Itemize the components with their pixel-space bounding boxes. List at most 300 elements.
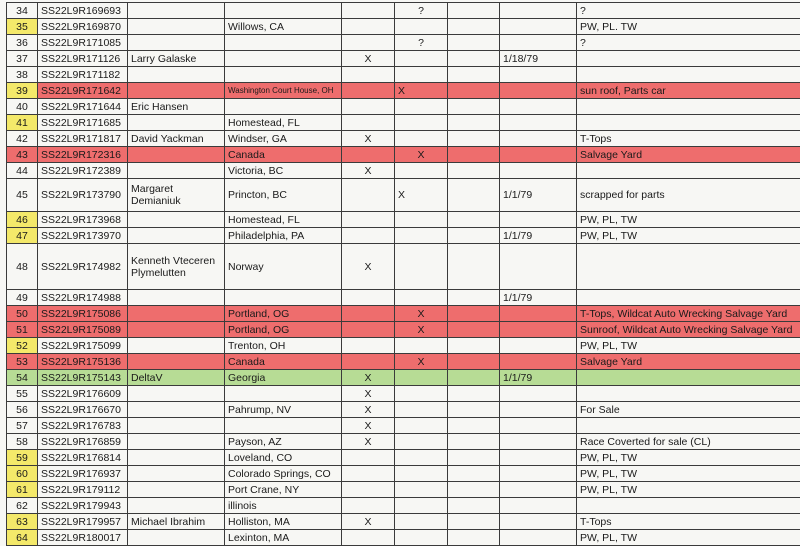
notes-cell xyxy=(577,498,800,514)
owner-cell: David Yackman xyxy=(128,131,225,147)
blank-cell xyxy=(448,179,500,212)
mark-cell xyxy=(342,338,395,354)
date-cell xyxy=(500,498,577,514)
date-cell xyxy=(500,99,577,115)
location-cell: Colorado Springs, CO xyxy=(225,466,342,482)
notes-cell xyxy=(577,290,800,306)
vin-cell: SS22L9R174982 xyxy=(38,244,128,290)
row-number-cell: 54 xyxy=(7,370,38,386)
location-cell: Lexinton, MA xyxy=(225,530,342,546)
location-cell xyxy=(225,290,342,306)
status-mark-cell xyxy=(395,212,448,228)
location-cell: Loveland, CO xyxy=(225,450,342,466)
owner-cell xyxy=(128,386,225,402)
row-number-cell: 62 xyxy=(7,498,38,514)
vin-cell: SS22L9R175136 xyxy=(38,354,128,370)
date-cell xyxy=(500,83,577,99)
date-cell xyxy=(500,147,577,163)
mark-cell: X xyxy=(342,163,395,179)
table-row xyxy=(7,434,800,450)
owner-cell xyxy=(128,163,225,179)
owner-cell: Michael Ibrahim xyxy=(128,514,225,530)
blank-cell xyxy=(448,131,500,147)
blank-cell xyxy=(448,354,500,370)
blank-cell xyxy=(448,306,500,322)
row-number-cell: 41 xyxy=(7,115,38,131)
location-cell: Homestead, FL xyxy=(225,212,342,228)
notes-cell: T-Tops, Wildcat Auto Wrecking Salvage Yard xyxy=(577,306,800,322)
owner-cell: DeltaV xyxy=(128,370,225,386)
vin-cell: SS22L9R169870 xyxy=(38,19,128,35)
vin-cell: SS22L9R175099 xyxy=(38,338,128,354)
location-cell xyxy=(225,3,342,19)
owner-cell xyxy=(128,338,225,354)
blank-cell xyxy=(448,83,500,99)
row-number-cell: 53 xyxy=(7,354,38,370)
status-mark-cell: X xyxy=(395,354,448,370)
mark-cell: X xyxy=(342,386,395,402)
blank-cell xyxy=(448,67,500,83)
owner-cell xyxy=(128,306,225,322)
mark-cell: X xyxy=(342,402,395,418)
table-row xyxy=(7,418,800,434)
status-mark-cell xyxy=(395,418,448,434)
blank-cell xyxy=(448,35,500,51)
blank-cell xyxy=(448,19,500,35)
owner-cell xyxy=(128,450,225,466)
vin-cell: SS22L9R175089 xyxy=(38,322,128,338)
table-row xyxy=(7,131,800,147)
mark-cell xyxy=(342,147,395,163)
date-cell: 1/18/79 xyxy=(500,51,577,67)
row-number-cell: 48 xyxy=(7,244,38,290)
date-cell xyxy=(500,434,577,450)
blank-cell xyxy=(448,434,500,450)
status-mark-cell xyxy=(395,115,448,131)
status-mark-cell: X xyxy=(395,147,448,163)
row-number-cell: 35 xyxy=(7,19,38,35)
date-cell xyxy=(500,338,577,354)
notes-cell: Salvage Yard xyxy=(577,147,800,163)
vin-cell: SS22L9R171642 xyxy=(38,83,128,99)
owner-cell xyxy=(128,35,225,51)
location-cell xyxy=(225,99,342,115)
location-cell xyxy=(225,386,342,402)
blank-cell xyxy=(448,3,500,19)
table-row xyxy=(7,306,800,322)
vin-cell: SS22L9R169693 xyxy=(38,3,128,19)
date-cell xyxy=(500,402,577,418)
status-mark-cell xyxy=(395,228,448,244)
table-row xyxy=(7,67,800,83)
notes-cell: PW, PL, TW xyxy=(577,212,800,228)
notes-cell xyxy=(577,115,800,131)
date-cell xyxy=(500,244,577,290)
mark-cell xyxy=(342,83,395,99)
row-number-cell: 52 xyxy=(7,338,38,354)
blank-cell xyxy=(448,147,500,163)
row-number-cell: 43 xyxy=(7,147,38,163)
owner-cell: Margaret Demianiuk xyxy=(128,179,225,212)
notes-cell xyxy=(577,163,800,179)
blank-cell xyxy=(448,530,500,546)
vin-cell: SS22L9R176609 xyxy=(38,386,128,402)
vin-registry-table xyxy=(6,2,800,546)
vin-cell: SS22L9R173968 xyxy=(38,212,128,228)
vin-cell: SS22L9R179957 xyxy=(38,514,128,530)
location-cell xyxy=(225,51,342,67)
mark-cell xyxy=(342,99,395,115)
row-number-cell: 44 xyxy=(7,163,38,179)
owner-cell xyxy=(128,67,225,83)
owner-cell xyxy=(128,322,225,338)
row-number-cell: 61 xyxy=(7,482,38,498)
table-row xyxy=(7,290,800,306)
location-cell: Willows, CA xyxy=(225,19,342,35)
vin-cell: SS22L9R176670 xyxy=(38,402,128,418)
owner-cell xyxy=(128,290,225,306)
vin-cell: SS22L9R172389 xyxy=(38,163,128,179)
mark-cell: X xyxy=(342,370,395,386)
row-number-cell: 58 xyxy=(7,434,38,450)
row-number-cell: 57 xyxy=(7,418,38,434)
notes-cell: scrapped for parts xyxy=(577,179,800,212)
vin-cell: SS22L9R179943 xyxy=(38,498,128,514)
blank-cell xyxy=(448,99,500,115)
date-cell xyxy=(500,3,577,19)
status-mark-cell xyxy=(395,530,448,546)
location-cell: Philadelphia, PA xyxy=(225,228,342,244)
owner-cell xyxy=(128,19,225,35)
table-row xyxy=(7,402,800,418)
blank-cell xyxy=(448,386,500,402)
table-row xyxy=(7,3,800,19)
blank-cell xyxy=(448,212,500,228)
blank-cell xyxy=(448,51,500,67)
blank-cell xyxy=(448,498,500,514)
date-cell xyxy=(500,322,577,338)
table-row xyxy=(7,322,800,338)
row-number-cell: 38 xyxy=(7,67,38,83)
vin-cell: SS22L9R171182 xyxy=(38,67,128,83)
mark-cell xyxy=(342,322,395,338)
status-mark-cell xyxy=(395,163,448,179)
date-cell xyxy=(500,418,577,434)
location-cell: illinois xyxy=(225,498,342,514)
row-number-cell: 45 xyxy=(7,179,38,212)
mark-cell xyxy=(342,306,395,322)
status-mark-cell xyxy=(395,466,448,482)
table-row xyxy=(7,370,800,386)
status-mark-cell xyxy=(395,370,448,386)
table-row xyxy=(7,163,800,179)
location-cell: Canada xyxy=(225,354,342,370)
location-cell: Princton, BC xyxy=(225,179,342,212)
date-cell xyxy=(500,450,577,466)
location-cell: Victoria, BC xyxy=(225,163,342,179)
status-mark-cell: X xyxy=(395,83,448,99)
mark-cell xyxy=(342,354,395,370)
blank-cell xyxy=(448,338,500,354)
notes-cell: PW, PL, TW xyxy=(577,482,800,498)
vin-cell: SS22L9R171685 xyxy=(38,115,128,131)
date-cell xyxy=(500,386,577,402)
location-cell: Trenton, OH xyxy=(225,338,342,354)
vin-cell: SS22L9R175086 xyxy=(38,306,128,322)
date-cell xyxy=(500,354,577,370)
location-cell xyxy=(225,418,342,434)
table-row xyxy=(7,51,800,67)
date-cell xyxy=(500,212,577,228)
mark-cell xyxy=(342,115,395,131)
status-mark-cell xyxy=(395,386,448,402)
date-cell xyxy=(500,466,577,482)
notes-cell: T-Tops xyxy=(577,514,800,530)
row-number-cell: 37 xyxy=(7,51,38,67)
row-number-cell: 55 xyxy=(7,386,38,402)
table-row xyxy=(7,228,800,244)
notes-cell: ? xyxy=(577,35,800,51)
blank-cell xyxy=(448,466,500,482)
blank-cell xyxy=(448,228,500,244)
notes-cell xyxy=(577,67,800,83)
table-row xyxy=(7,498,800,514)
mark-cell xyxy=(342,35,395,51)
status-mark-cell xyxy=(395,498,448,514)
vin-cell: SS22L9R176937 xyxy=(38,466,128,482)
row-number-cell: 59 xyxy=(7,450,38,466)
vin-cell: SS22L9R176859 xyxy=(38,434,128,450)
row-number-cell: 64 xyxy=(7,530,38,546)
date-cell: 1/1/79 xyxy=(500,290,577,306)
vin-cell: SS22L9R171817 xyxy=(38,131,128,147)
mark-cell: X xyxy=(342,434,395,450)
notes-cell: PW, PL, TW xyxy=(577,450,800,466)
notes-cell: Race Coverted for sale (CL) xyxy=(577,434,800,450)
vin-cell: SS22L9R174988 xyxy=(38,290,128,306)
blank-cell xyxy=(448,482,500,498)
vin-cell: SS22L9R176814 xyxy=(38,450,128,466)
table-row xyxy=(7,244,800,290)
owner-cell xyxy=(128,115,225,131)
notes-cell: Sunroof, Wildcat Auto Wrecking Salvage Yard xyxy=(577,322,800,338)
notes-cell: sun roof, Parts car xyxy=(577,83,800,99)
location-cell: Windser, GA xyxy=(225,131,342,147)
notes-cell: PW, PL, TW xyxy=(577,466,800,482)
table-row xyxy=(7,514,800,530)
blank-cell xyxy=(448,402,500,418)
row-number-cell: 51 xyxy=(7,322,38,338)
location-cell: Washington Court House, OH xyxy=(225,83,342,99)
date-cell xyxy=(500,67,577,83)
mark-cell xyxy=(342,67,395,83)
mark-cell xyxy=(342,228,395,244)
status-mark-cell: X xyxy=(395,306,448,322)
status-mark-cell: X xyxy=(395,322,448,338)
notes-cell: For Sale xyxy=(577,402,800,418)
status-mark-cell xyxy=(395,99,448,115)
location-cell: Portland, OG xyxy=(225,306,342,322)
table-row xyxy=(7,35,800,51)
date-cell xyxy=(500,530,577,546)
vin-cell: SS22L9R173790 xyxy=(38,179,128,212)
date-cell: 1/1/79 xyxy=(500,179,577,212)
row-number-cell: 56 xyxy=(7,402,38,418)
owner-cell xyxy=(128,3,225,19)
row-number-cell: 40 xyxy=(7,99,38,115)
blank-cell xyxy=(448,418,500,434)
mark-cell xyxy=(342,179,395,212)
notes-cell xyxy=(577,51,800,67)
notes-cell: PW, PL, TW xyxy=(577,338,800,354)
blank-cell xyxy=(448,163,500,179)
notes-cell: T-Tops xyxy=(577,131,800,147)
date-cell xyxy=(500,131,577,147)
owner-cell xyxy=(128,147,225,163)
row-number-cell: 34 xyxy=(7,3,38,19)
notes-cell: PW, PL, TW xyxy=(577,530,800,546)
vin-cell: SS22L9R180017 xyxy=(38,530,128,546)
table-row xyxy=(7,179,800,212)
location-cell: Holliston, MA xyxy=(225,514,342,530)
date-cell xyxy=(500,306,577,322)
status-mark-cell xyxy=(395,482,448,498)
status-mark-cell xyxy=(395,338,448,354)
blank-cell xyxy=(448,115,500,131)
row-number-cell: 42 xyxy=(7,131,38,147)
owner-cell: Eric Hansen xyxy=(128,99,225,115)
status-mark-cell xyxy=(395,131,448,147)
vin-cell: SS22L9R176783 xyxy=(38,418,128,434)
owner-cell xyxy=(128,402,225,418)
table-row xyxy=(7,338,800,354)
table-row xyxy=(7,466,800,482)
owner-cell xyxy=(128,498,225,514)
owner-cell xyxy=(128,434,225,450)
status-mark-cell xyxy=(395,434,448,450)
vin-cell: SS22L9R171085 xyxy=(38,35,128,51)
vin-cell: SS22L9R173970 xyxy=(38,228,128,244)
blank-cell xyxy=(448,290,500,306)
notes-cell xyxy=(577,99,800,115)
notes-cell: ? xyxy=(577,3,800,19)
notes-cell: Salvage Yard xyxy=(577,354,800,370)
mark-cell xyxy=(342,450,395,466)
date-cell xyxy=(500,115,577,131)
row-number-cell: 49 xyxy=(7,290,38,306)
owner-cell xyxy=(128,466,225,482)
row-number-cell: 63 xyxy=(7,514,38,530)
mark-cell: X xyxy=(342,131,395,147)
vin-cell: SS22L9R172316 xyxy=(38,147,128,163)
table-row xyxy=(7,212,800,228)
location-cell: Pahrump, NV xyxy=(225,402,342,418)
location-cell xyxy=(225,67,342,83)
row-number-cell: 46 xyxy=(7,212,38,228)
status-mark-cell xyxy=(395,402,448,418)
location-cell: Georgia xyxy=(225,370,342,386)
status-mark-cell: ? xyxy=(395,35,448,51)
vin-cell: SS22L9R179112 xyxy=(38,482,128,498)
table-row xyxy=(7,450,800,466)
mark-cell xyxy=(342,482,395,498)
status-mark-cell xyxy=(395,450,448,466)
owner-cell xyxy=(128,83,225,99)
mark-cell xyxy=(342,19,395,35)
mark-cell xyxy=(342,498,395,514)
location-cell: Canada xyxy=(225,147,342,163)
location-cell: Port Crane, NY xyxy=(225,482,342,498)
table-row xyxy=(7,83,800,99)
row-number-cell: 60 xyxy=(7,466,38,482)
date-cell: 1/1/79 xyxy=(500,370,577,386)
location-cell: Homestead, FL xyxy=(225,115,342,131)
date-cell xyxy=(500,482,577,498)
row-number-cell: 47 xyxy=(7,228,38,244)
owner-cell xyxy=(128,530,225,546)
blank-cell xyxy=(448,370,500,386)
blank-cell xyxy=(448,450,500,466)
notes-cell xyxy=(577,370,800,386)
notes-cell xyxy=(577,386,800,402)
mark-cell: X xyxy=(342,51,395,67)
mark-cell: X xyxy=(342,514,395,530)
blank-cell xyxy=(448,514,500,530)
table-row xyxy=(7,147,800,163)
location-cell: Norway xyxy=(225,244,342,290)
table-row xyxy=(7,530,800,546)
owner-cell: Larry Galaske xyxy=(128,51,225,67)
date-cell xyxy=(500,19,577,35)
notes-cell: PW, PL. TW xyxy=(577,19,800,35)
notes-cell xyxy=(577,418,800,434)
table-row xyxy=(7,19,800,35)
blank-cell xyxy=(448,322,500,338)
vin-cell: SS22L9R175143 xyxy=(38,370,128,386)
date-cell xyxy=(500,35,577,51)
table-row xyxy=(7,482,800,498)
mark-cell xyxy=(342,466,395,482)
owner-cell xyxy=(128,354,225,370)
date-cell xyxy=(500,514,577,530)
table-body xyxy=(7,3,800,546)
notes-cell xyxy=(577,244,800,290)
notes-cell: PW, PL, TW xyxy=(577,228,800,244)
status-mark-cell xyxy=(395,244,448,290)
table-row xyxy=(7,99,800,115)
owner-cell: Kenneth Vteceren Plymelutten xyxy=(128,244,225,290)
location-cell xyxy=(225,35,342,51)
table-row xyxy=(7,115,800,131)
row-number-cell: 36 xyxy=(7,35,38,51)
status-mark-cell xyxy=(395,67,448,83)
location-cell: Payson, AZ xyxy=(225,434,342,450)
row-number-cell: 39 xyxy=(7,83,38,99)
table-row xyxy=(7,354,800,370)
mark-cell xyxy=(342,290,395,306)
status-mark-cell xyxy=(395,51,448,67)
date-cell: 1/1/79 xyxy=(500,228,577,244)
owner-cell xyxy=(128,418,225,434)
date-cell xyxy=(500,163,577,179)
mark-cell xyxy=(342,530,395,546)
vin-cell: SS22L9R171644 xyxy=(38,99,128,115)
row-number-cell: 50 xyxy=(7,306,38,322)
status-mark-cell xyxy=(395,19,448,35)
status-mark-cell xyxy=(395,290,448,306)
status-mark-cell: X xyxy=(395,179,448,212)
mark-cell: X xyxy=(342,244,395,290)
